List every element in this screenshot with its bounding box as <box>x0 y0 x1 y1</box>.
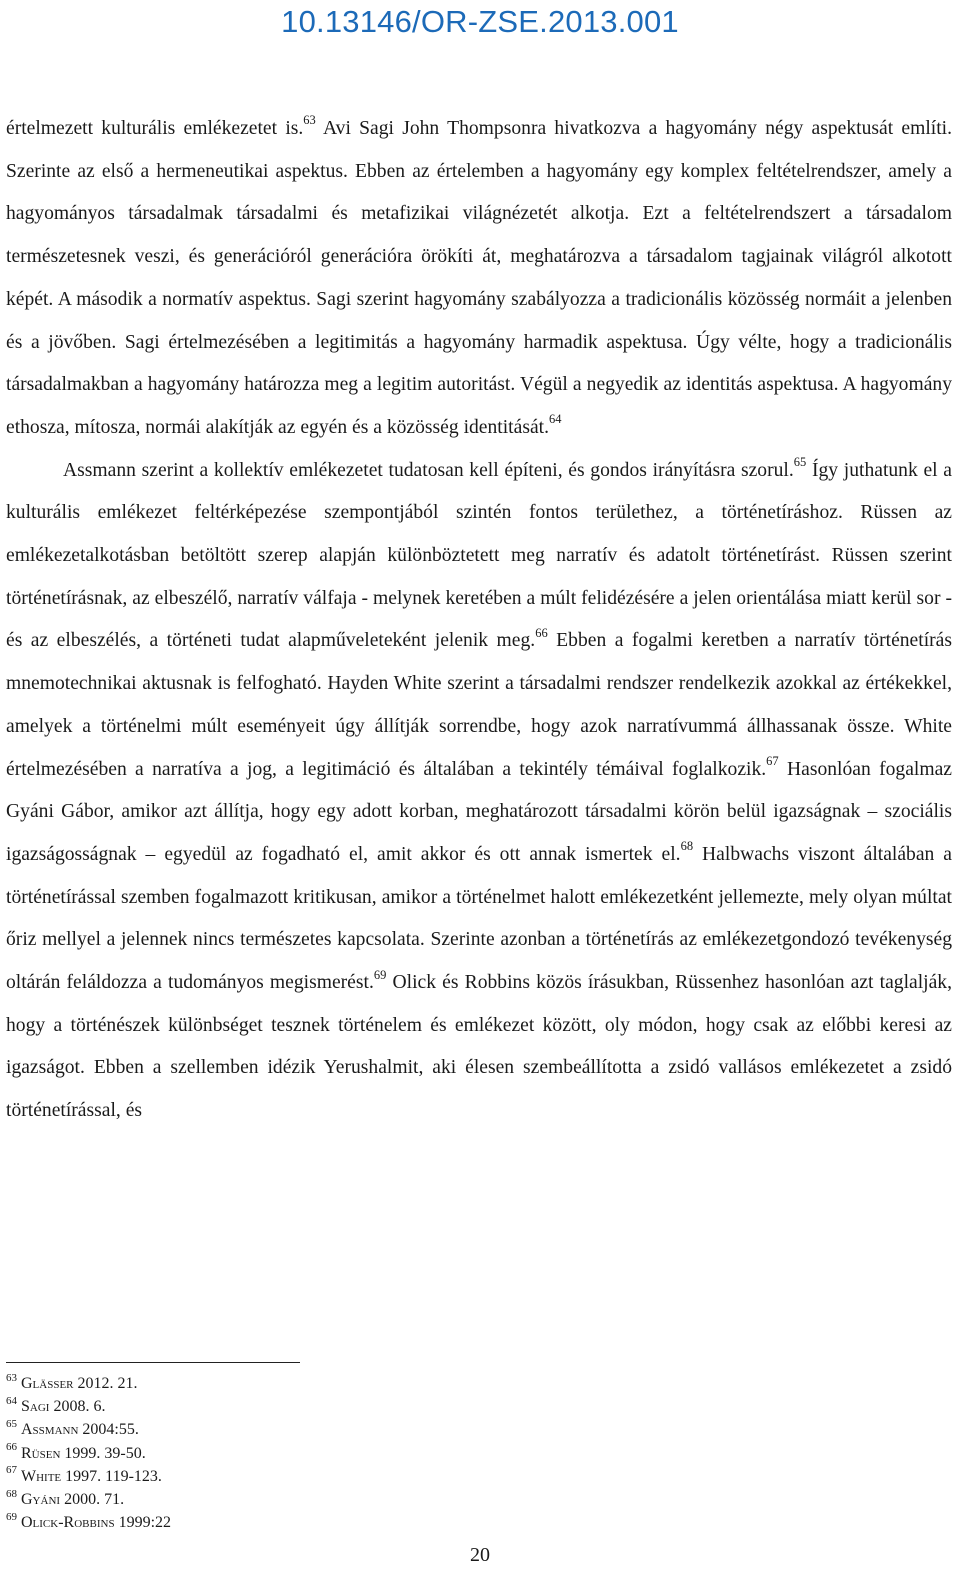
footnote-number: 65 <box>6 1418 17 1431</box>
paragraph-text: Halbwachs viszont általában a történetírással szemben fogalmazott kritikusan, amikor a történelmet halott emlékezetként jellemezte, mely olyan múltat őriz mellyel a jelennek nincs természetes kapcsolata. Szerinte azonban a történetírás az emlékezetgondozó tevékenység oltárán feláldozza a tudományos megismerést. <box>6 843 953 994</box>
footnote-citation: 1997. 119-123. <box>61 1467 162 1485</box>
footnote <box>6 1418 606 1441</box>
page-number: 20 <box>470 1544 490 1566</box>
footnote-ref[interactable]: 63 <box>303 113 316 128</box>
footnote-author: Rüsen <box>21 1444 61 1462</box>
paragraph-text: Olick és Robbins közös írásukban, Rüssenhez hasonlóan azt taglalják, hogy a történészek különbséget tesznek történelem és emlékezet között, oly módon, hogy csak az előbbi keresi az igazságot. Ebben a szellemben idézik Yerushalmit, aki élesen szembeállította a zsidó vallásos emlékezetet a zsidó történetírással, és <box>6 972 952 1122</box>
paragraph-text: Hasonlóan fogalmaz Gyáni Gábor, amikor azt állítja, hogy egy adott korban, meghatározott társadalmi körön belül igazságnak – szociális igazságosságnak – egyedül az fogadható el, amit akkor és ott annak ismertek el. <box>6 758 952 865</box>
footnote-number: 66 <box>6 1441 17 1454</box>
paragraph-text: értelmezett kulturális emlékezetet is. <box>6 118 304 139</box>
footnote-author: Olick-Robbins <box>21 1514 115 1532</box>
footnote-number: 67 <box>6 1464 17 1477</box>
footnote-citation: 1999:22 <box>114 1514 172 1532</box>
doi-header[interactable]: 10.13146/OR-ZSE.2013.001 <box>281 4 679 39</box>
footnote-number: 63 <box>6 1371 17 1384</box>
footnote-citation: 2012. 21. <box>73 1375 138 1392</box>
footnote <box>6 1442 606 1465</box>
footnote-author: Glässer <box>21 1375 74 1392</box>
footnote-number: 68 <box>6 1487 17 1500</box>
paragraph <box>6 108 952 450</box>
paragraph <box>6 450 952 1133</box>
footnote <box>6 1395 606 1418</box>
footnote <box>6 1372 606 1395</box>
paragraph-text: Avi Sagi John Thompsonra hivatkozva a hagyomány négy aspektusát említi. Szerinte az első a hermeneutikai aspektus. Ebben az értelemben a hagyomány egy komplex feltételrendszer, amely a hagyományos társadalmak társadalmi és metafizikai világnézetét alkotja. Ezt a feltételrendszert a társadalom természetesnek veszi, és generációról generációra örökíti át, meghatározva a társadalom tagjainak világról alkotott képét. A második a normatív aspektus. Sagi szerint hagyomány szabályozza a tradicionális közösség normáit a jelenben és a jövőben. Sagi értelmezésében a legitimitás a hagyomány harmadik aspektusa. Úgy vélte, hogy a tradicionális társadalmakban a hagyomány határozza meg a legitim autoritást. Végül a negyedik az identitás aspektusa. A hagyomány ethosza, mítosza, normái alakítják az egyén és a közösség identitását. <box>6 118 953 438</box>
footnote-ref[interactable]: 68 <box>680 839 694 854</box>
footnote-citation: 2008. 6. <box>49 1398 106 1416</box>
footnote <box>6 1511 606 1534</box>
footnote-author: Sagi <box>21 1398 50 1416</box>
footnote <box>6 1488 606 1511</box>
footnote-citation: 2000. 71. <box>60 1491 125 1509</box>
footnote-ref[interactable]: 67 <box>766 754 779 769</box>
footnotes <box>6 1372 606 1534</box>
footnote-ref[interactable]: 69 <box>373 967 387 982</box>
footnote-citation: 1999. 39-50. <box>60 1444 146 1462</box>
footnote-ref[interactable]: 64 <box>549 412 562 427</box>
footnote-author: Assmann <box>21 1421 79 1439</box>
footnote-divider <box>6 1362 300 1363</box>
paragraph-text: Assmann szerint a kollektív emlékezetet tudatosan kell építeni, és gondos irányításra szorul. <box>63 459 794 481</box>
footnote <box>6 1465 606 1488</box>
footnote-author: Gyáni <box>21 1491 61 1509</box>
body-text <box>6 108 952 1133</box>
footnote-number: 64 <box>6 1394 17 1407</box>
footnote-citation: 2004:55. <box>78 1421 139 1439</box>
footnote-ref[interactable]: 66 <box>535 625 548 640</box>
paragraph-text: Ebben a fogalmi keretben a narratív történetírás mnemotechnikai aktusnak is felfogható. Hayden White szerint a társadalmi rendszer rendelkezik azokkal az értékekkel, amelyek a történelmi múlt eseményeit úgy állítják sorrendbe, hogy azok narratívummá állhassanak össze. White értelmezésében a narratíva a jog, a legitimáció és általában a tekintély témáival foglalkozik. <box>6 630 952 780</box>
footnote-author: White <box>21 1467 62 1485</box>
footnote-ref[interactable]: 65 <box>793 455 807 470</box>
paragraph-text: Így juthatunk el a kulturális emlékezet feltérképezése szempontjából szintén fontos területhez, a történetíráshoz. Rüssen az emlékezetalkotásban betöltött szerep alapján különböztetett meg narratív és adatolt történetírást. Rüssen szerint történetírásnak, az elbeszélő, narratív válfaja - melynek keretében a múlt felidézésére a jelen orientálása miatt kerül sor - és az elbeszélés, a történeti tudat alapműveleteként jelenik meg. <box>6 459 952 652</box>
footnote-number: 69 <box>6 1510 17 1523</box>
